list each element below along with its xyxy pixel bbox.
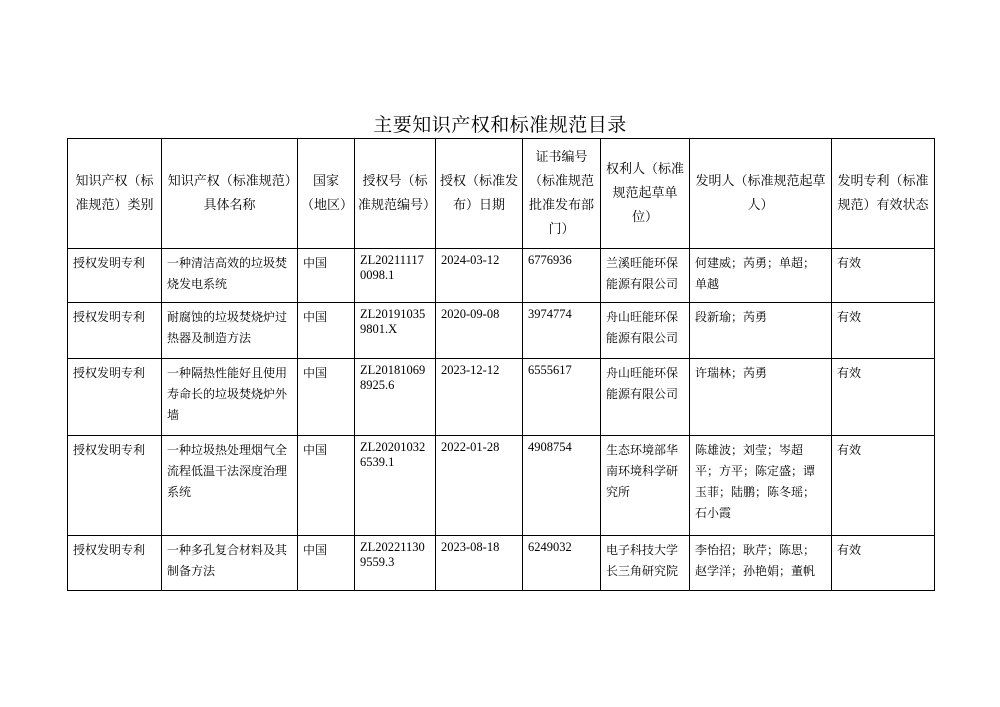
cell-status: 有效 [832,249,935,303]
cell-owner: 电子科技大学长三角研究院 [601,536,690,591]
header-auth-no: 授权号（标准规范编号） [355,139,436,249]
cell-inventors: 李怡招；耿芹；陈思；赵学洋；孙艳娟；董帆 [690,536,832,591]
cell-inventors: 陈雄波；刘莹；岑超平；方平；陈定盛；谭玉菲；陆鹏；陈冬瑶；石小霞 [690,436,832,536]
cell-country: 中国 [298,436,355,536]
cell-category: 授权发明专利 [68,359,162,436]
table-row [68,359,935,436]
header-country: 国家（地区） [298,139,355,249]
cell-inventors: 段新瑜；芮勇 [690,303,832,359]
cell-owner: 舟山旺能环保能源有限公司 [601,359,690,436]
header-status: 发明专利（标准规范）有效状态 [832,139,935,249]
header-owner: 权利人（标准规范起草单位） [601,139,690,249]
table-row [68,249,935,303]
cell-auth-no: ZL202211309559.3 [355,536,436,591]
cell-cert-no: 6249032 [523,536,601,591]
table-row [68,536,935,591]
cell-category: 授权发明专利 [68,249,162,303]
cell-status: 有效 [832,359,935,436]
header-category: 知识产权（标准规范）类别 [68,139,162,249]
cell-category: 授权发明专利 [68,536,162,591]
cell-status: 有效 [832,436,935,536]
cell-status: 有效 [832,536,935,591]
cell-owner: 舟山旺能环保能源有限公司 [601,303,690,359]
cell-name: 一种清洁高效的垃圾焚烧发电系统 [162,249,298,303]
cell-inventors: 何建威；芮勇；单超；单越 [690,249,832,303]
cell-date: 2020-09-08 [436,303,523,359]
cell-inventors: 许瑞林；芮勇 [690,359,832,436]
cell-cert-no: 6555617 [523,359,601,436]
cell-cert-no: 4908754 [523,436,601,536]
cell-category: 授权发明专利 [68,436,162,536]
cell-country: 中国 [298,249,355,303]
cell-date: 2023-12-12 [436,359,523,436]
cell-auth-no: ZL201810698925.6 [355,359,436,436]
cell-country: 中国 [298,536,355,591]
header-inventors: 发明人（标准规范起草人） [690,139,832,249]
cell-cert-no: 3974774 [523,303,601,359]
table-row [68,436,935,536]
cell-category: 授权发明专利 [68,303,162,359]
cell-auth-no: ZL202111170098.1 [355,249,436,303]
cell-date: 2022-01-28 [436,436,523,536]
table-row [68,303,935,359]
cell-owner: 兰溪旺能环保能源有限公司 [601,249,690,303]
header-cert-no: 证书编号（标准规范批准发布部门） [523,139,601,249]
cell-auth-no: ZL202010326539.1 [355,436,436,536]
header-name: 知识产权（标准规范）具体名称 [162,139,298,249]
cell-name: 耐腐蚀的垃圾焚烧炉过热器及制造方法 [162,303,298,359]
header-date: 授权（标准发布）日期 [436,139,523,249]
cell-country: 中国 [298,303,355,359]
cell-name: 一种隔热性能好且使用寿命长的垃圾焚烧炉外墙 [162,359,298,436]
table-header-row [68,139,935,249]
cell-country: 中国 [298,359,355,436]
page-title: 主要知识产权和标准规范目录 [373,114,627,136]
cell-name: 一种多孔复合材料及其制备方法 [162,536,298,591]
cell-owner: 生态环境部华南环境科学研究所 [601,436,690,536]
cell-name: 一种垃圾热处理烟气全流程低温干法深度治理系统 [162,436,298,536]
cell-auth-no: ZL201910359801.X [355,303,436,359]
cell-status: 有效 [832,303,935,359]
cell-cert-no: 6776936 [523,249,601,303]
cell-date: 2024-03-12 [436,249,523,303]
ip-catalog-table [67,138,935,591]
cell-date: 2023-08-18 [436,536,523,591]
